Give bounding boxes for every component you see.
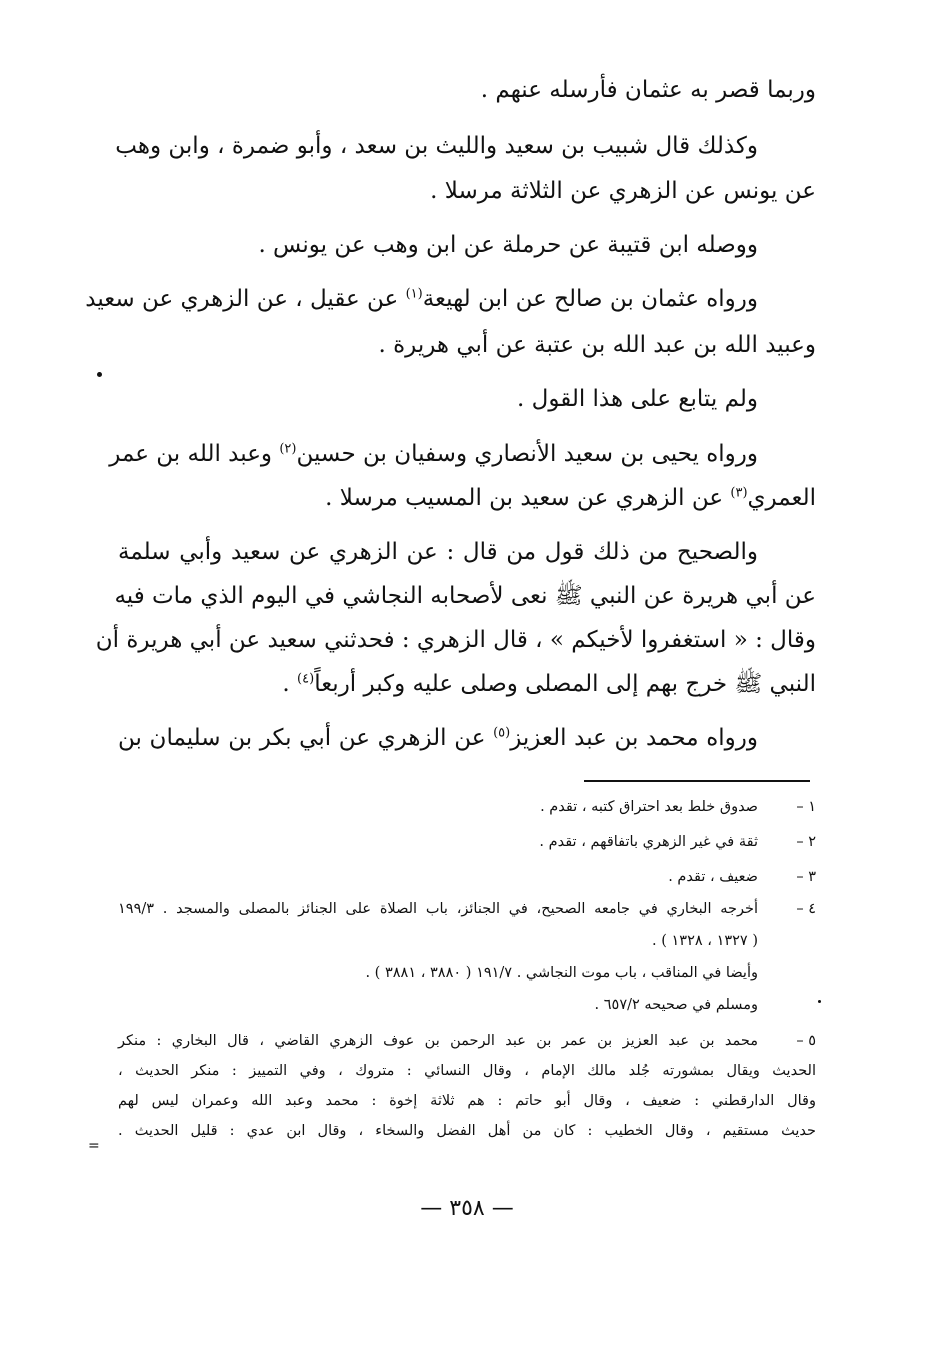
text-span: ورواه عثمان بن صالح عن ابن لهيعة [422, 286, 758, 312]
main-text-line: وربما قصر به عثمان فأرسله عنهم . [480, 77, 816, 103]
footnote-text: ضعيف ، تقدم . [668, 869, 758, 885]
text-span: عن عقيل ، عن الزهري عن سعيد [85, 286, 399, 312]
text-span: عن الزهري عن أبي بكر بن سليمان بن [118, 725, 486, 751]
text-span: ورواه محمد بن عبد العزيز [510, 725, 758, 751]
main-text-line: وقال : « استغفروا لأخيكم » ، قال الزهري : فحدثني سعيد عن أبي هريرة أن [95, 627, 816, 653]
main-text-line: وكذلك قال شبيب بن سعيد والليث بن سعد ، وأبو ضمرة ، وابن وهب [115, 133, 758, 159]
main-text-line: والصحيح من ذلك قول من قال : عن الزهري عن سعيد وأبي سلمة [118, 539, 758, 565]
main-text-line [325, 480, 816, 516]
footnote-ref: (٣) [730, 485, 748, 501]
footnote-ref: (٢) [279, 441, 297, 457]
footnote-number: ٥ – [796, 1033, 816, 1049]
main-text-line: ولم يتابع على هذا القول . [516, 386, 758, 412]
continuation-mark: = [88, 1138, 100, 1154]
main-text-line: وعبيد الله بن عبد الله بن عتبة عن أبي هريرة . [378, 332, 816, 358]
main-text-line [282, 666, 816, 702]
footnote-5 [118, 1030, 816, 1150]
text-span: ورواه يحيى بن سعيد الأنصاري وسفيان بن حسين [296, 441, 758, 467]
footnote-separator [584, 780, 810, 782]
footnote-text: الحديث ويقال بمشورته جُلد مالك الإمام ، وقال النسائي : متروك ، وفي التمييز : منكر الحديث ، [118, 1063, 816, 1079]
text-span: النبي ﷺ خرج بهم إلى المصلى وصلى عليه وكبر أربعاً [314, 671, 816, 697]
footnote-ref: (١) [405, 286, 423, 302]
footnote-text: ( ١٣٢٧ ، ١٣٢٨ ) . [652, 933, 758, 949]
footnote-text: صدوق خلط بعد احتراق كتبه ، تقدم . [540, 799, 758, 815]
stray-dot [97, 372, 102, 377]
footnote-text: ومسلم في صحيحه ٦٥٧/٢ . [594, 997, 758, 1013]
page-number: — ٣٥٨ — [420, 1196, 514, 1221]
main-text-line: ووصله ابن قتيبة عن حرملة عن ابن وهب عن يونس . [258, 232, 758, 258]
text-span: عن الزهري عن سعيد بن المسيب مرسلا . [325, 485, 724, 511]
main-text-line [85, 281, 758, 317]
footnote-text: حديث مستقيم ، وقال الخطيب : كان من أهل الفضل والسخاء ، وقال ابن عدي : قليل الحديث . [118, 1123, 816, 1139]
text-span: وعبد الله بن عمر [109, 441, 273, 467]
main-text-line: عن أبي هريرة عن النبي ﷺ نعى لأصحابه النجاشي في اليوم الذي مات فيه [114, 583, 816, 609]
main-text-line [118, 720, 758, 756]
footnote-number: ٢ – [796, 834, 816, 850]
footnote-number: ٣ – [796, 869, 816, 885]
footnote-number: ٤ – [796, 901, 816, 917]
footnote-ref: (٥) [493, 725, 511, 741]
footnote-text: محمد بن عبد العزيز بن عمر بن عبد الرحمن بن عوف الزهري القاضي ، قال البخاري : منكر [118, 1033, 758, 1049]
footnote-number: ١ – [796, 799, 816, 815]
text-span: العمري [747, 485, 816, 511]
footnote-text: أخرجه البخاري في جامعه الصحيح، في الجنائز، باب الصلاة على الجنائز بالمصلى والمسجد . ١٩٩/٣ [118, 901, 758, 917]
main-text-line [109, 436, 758, 472]
footnote-text: وقال الدارقطني : ضعيف ، وقال أبو حاتم : هم ثلاثة إخوة : محمد وعبد الله وعمران ليس لهم [118, 1093, 816, 1109]
stray-dot [818, 1000, 821, 1003]
footnote-text: ثقة في غير الزهري باتفاقهم ، تقدم . [539, 834, 758, 850]
footnote-text: وأيضا في المناقب ، باب موت النجاشي . ١٩١/٧ ( ٣٨٨٠ ، ٣٨٨١ ) . [365, 965, 758, 981]
footnote-4 [118, 898, 816, 1013]
footnote-ref: (٤) [297, 671, 315, 687]
main-text-line: عن يونس عن الزهري عن الثلاثة مرسلا . [430, 178, 816, 204]
text-span: . [282, 671, 290, 697]
